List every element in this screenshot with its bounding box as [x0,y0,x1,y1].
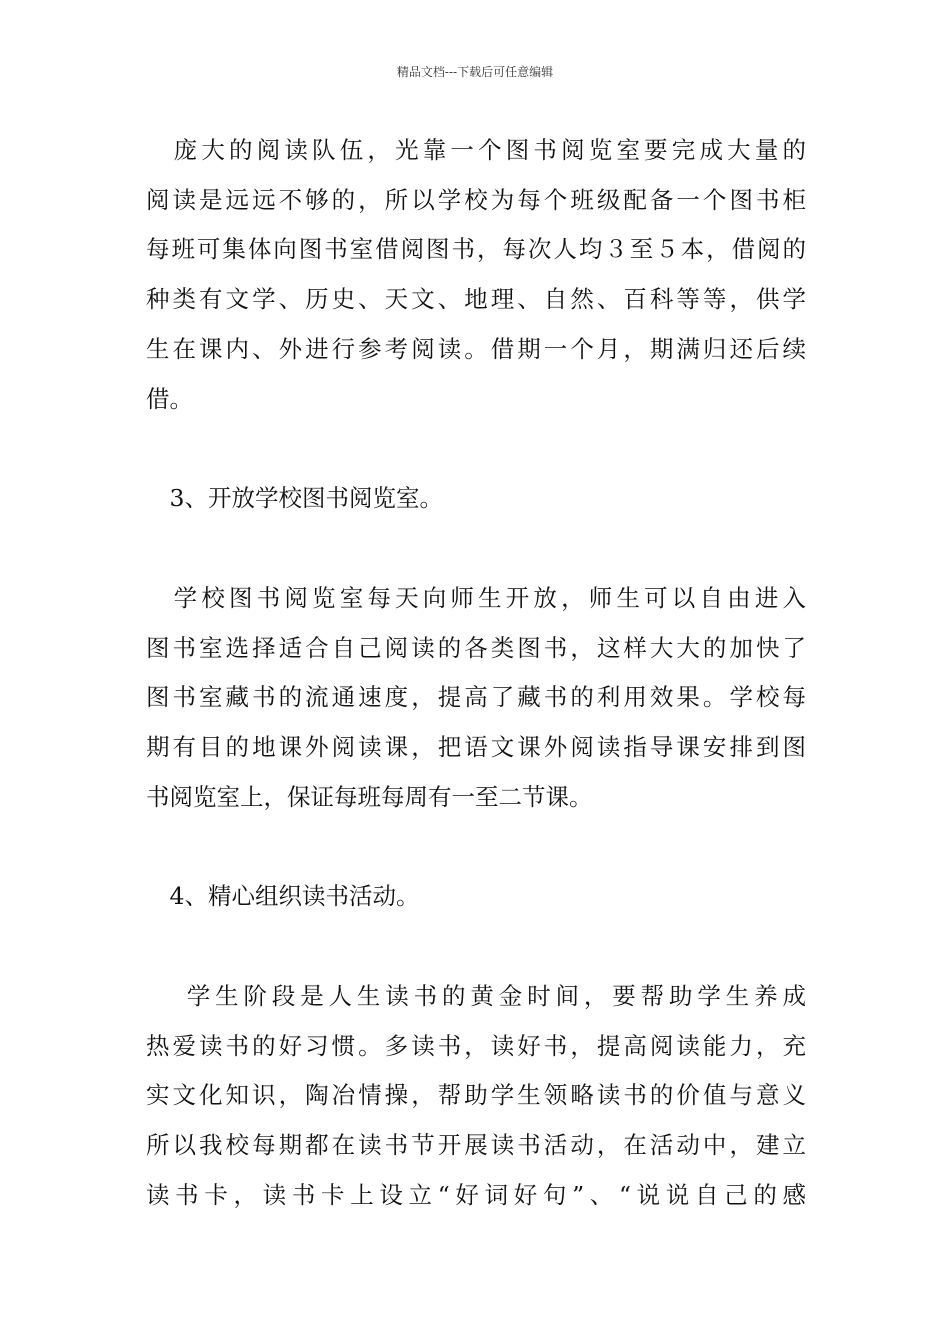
paragraph-2-line-5: 书阅览室上，保证每班每周有一至二节课。 [146,783,593,811]
paragraph-3-line-3: 实文化知识，陶冶情操，帮助学生领略读书的价值与意义 [146,1081,806,1109]
paragraph-2-line-4: 期有目的地课外阅读课，把语文课外阅读指导课安排到图 [146,733,806,761]
paragraph-3-line-4: 所以我校每期都在读书节开展读书活动，在活动中，建立 [146,1131,806,1159]
paragraph-1-line-1: 庞大的阅读队伍，光靠一个图书阅览室要完成大量的 [146,136,806,164]
section-heading-4: 4、精心组织读书活动。 [146,882,420,910]
paragraph-2-line-1: 学校图书阅览室每天向师生开放，师生可以自由进入 [146,584,806,612]
paragraph-1-line-2: 阅读是远远不够的，所以学校为每个班级配备一个图书柜 [146,186,806,214]
section-heading-3: 3、开放学校图书阅览室。 [146,484,443,512]
paragraph-1-line-4: 种类有文学、历史、天文、地理、自然、百科等等，供学 [146,285,806,313]
page-header: 精品文档---下载后可任意编辑 [396,65,554,79]
paragraph-3-line-2: 热爱读书的好习惯。多读书，读好书，提高阅读能力，充 [146,1032,806,1060]
paragraph-2-line-2: 图书室选择适合自己阅读的各类图书，这样大大的加快了 [146,634,806,662]
paragraph-3-line-1: 学生阶段是人生读书的黄金时间，要帮助学生养成 [146,982,806,1010]
paragraph-2-line-3: 图书室藏书的流通速度，提高了藏书的利用效果。学校每 [146,683,806,711]
paragraph-3-line-5: 读书卡，读书卡上设立“好词好句”、“说说自己的感 [146,1181,806,1209]
paragraph-1-line-5: 生在课内、外进行参考阅读。借期一个月，期满归还后续 [146,335,806,363]
paragraph-1-line-3: 每班可集体向图书室借阅图书，每次人均３至５本，借阅的 [146,235,806,263]
paragraph-1-line-6: 借。 [146,385,193,413]
